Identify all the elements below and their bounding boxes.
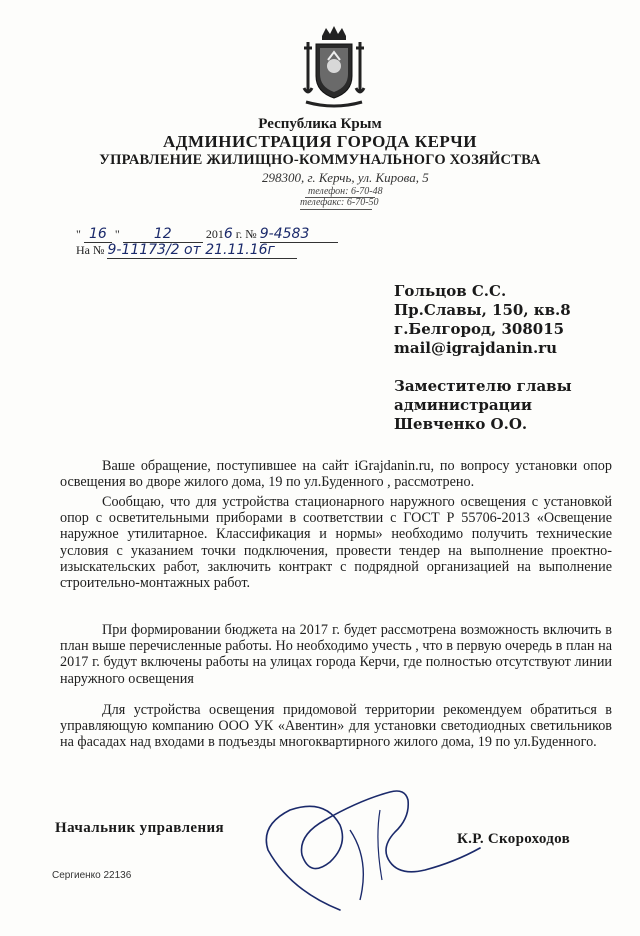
registration-year-suffix: г. № (235, 227, 257, 241)
coat-of-arms-emblem (298, 22, 370, 112)
paragraph-text: При формировании бюджета на 2017 г. будет рассмотрена возможность включить в план выше перечисленные работы. Но необходимо учесть , что в первую очередь в план на 2017 г. будут включены работы на улицах города Керчи, где полностью отсутствуют линии наружного освещения (60, 622, 612, 687)
copy-line-2: администрации (394, 396, 532, 414)
quote-mark: " (76, 227, 81, 241)
copy-line-3: Шевченко О.О. (394, 415, 528, 433)
body-paragraph-2 (60, 494, 612, 591)
header-region: Республика Крым (258, 116, 382, 132)
body-paragraph-3 (60, 622, 612, 687)
registration-year-digit: 6 (223, 226, 233, 242)
header-department: УПРАВЛЕНИЕ ЖИЛИЩНО-КОММУНАЛЬНОГО ХОЗЯЙСТВА (99, 152, 541, 168)
signatory-name: К.Р. Скороходов (457, 831, 570, 847)
header-divider (300, 209, 372, 210)
body-paragraph-4 (60, 702, 612, 751)
header-phone: телефон: 6-70-48 (308, 186, 383, 197)
recipient-copy (394, 377, 572, 434)
paragraph-text: Ваше обращение, поступившее на сайт iGrajdanin.ru, по вопросу установки опор освещения во дворе жилого дома, 19 по ул.Буденного , рассмотрено. (60, 458, 612, 491)
reference-label: На № (76, 243, 105, 257)
copy-line-1: Заместителю главы (394, 377, 572, 395)
signatory-title: Начальник управления (55, 820, 225, 836)
paragraph-text: Для устройства освещения придомовой территории рекомендуем обратиться в управляющую компанию ООО УК «Авентин» для установки светодиодных светильников на фасадах над входами в подъезды многоквартирного жилого дома, 19 по ул.Буденного. (60, 702, 612, 751)
header-fax: телефакс: 6-70-50 (300, 197, 379, 208)
handwritten-signature (230, 770, 490, 920)
quote-mark: " (114, 227, 120, 241)
registration-month: 12 (123, 226, 203, 243)
recipient-primary (394, 282, 571, 358)
recipient-city: г.Белгород, 308015 (394, 320, 565, 338)
header-organization: АДМИНИСТРАЦИЯ ГОРОДА КЕРЧИ (162, 132, 477, 151)
document-author: Сергиенко 22136 (52, 870, 132, 881)
reference-line (76, 242, 297, 259)
header-address: 298300, г. Керчь, ул. Кирова, 5 (262, 170, 429, 185)
reference-number: 9-11173/2 от 21.11.16г (107, 242, 297, 259)
registration-year-prefix: 201 (205, 227, 224, 241)
body-paragraph-1 (60, 458, 612, 490)
registration-day: 16 (84, 226, 112, 243)
paragraph-text: Сообщаю, что для устройства стационарного наружного освещения с установкой опор с осветительными приборами в соответствии с ГОСТ Р 55706-2013 «Освещение наружное утилитарное. Классификация и нормы» необходимо получить технические условия с указанием точки подключения, провести тендер на выполнение проектно-изыскательских работ, заключить контракт с подрядной организацией на выполнение строительно-монтажных работ. (60, 494, 612, 592)
outgoing-number: 9-4583 (260, 226, 338, 243)
recipient-street: Пр.Славы, 150, кв.8 (394, 301, 571, 319)
registration-date-line (76, 226, 338, 243)
recipient-name: Гольцов С.С. (394, 282, 507, 300)
recipient-email: mail@igrajdanin.ru (394, 339, 557, 357)
